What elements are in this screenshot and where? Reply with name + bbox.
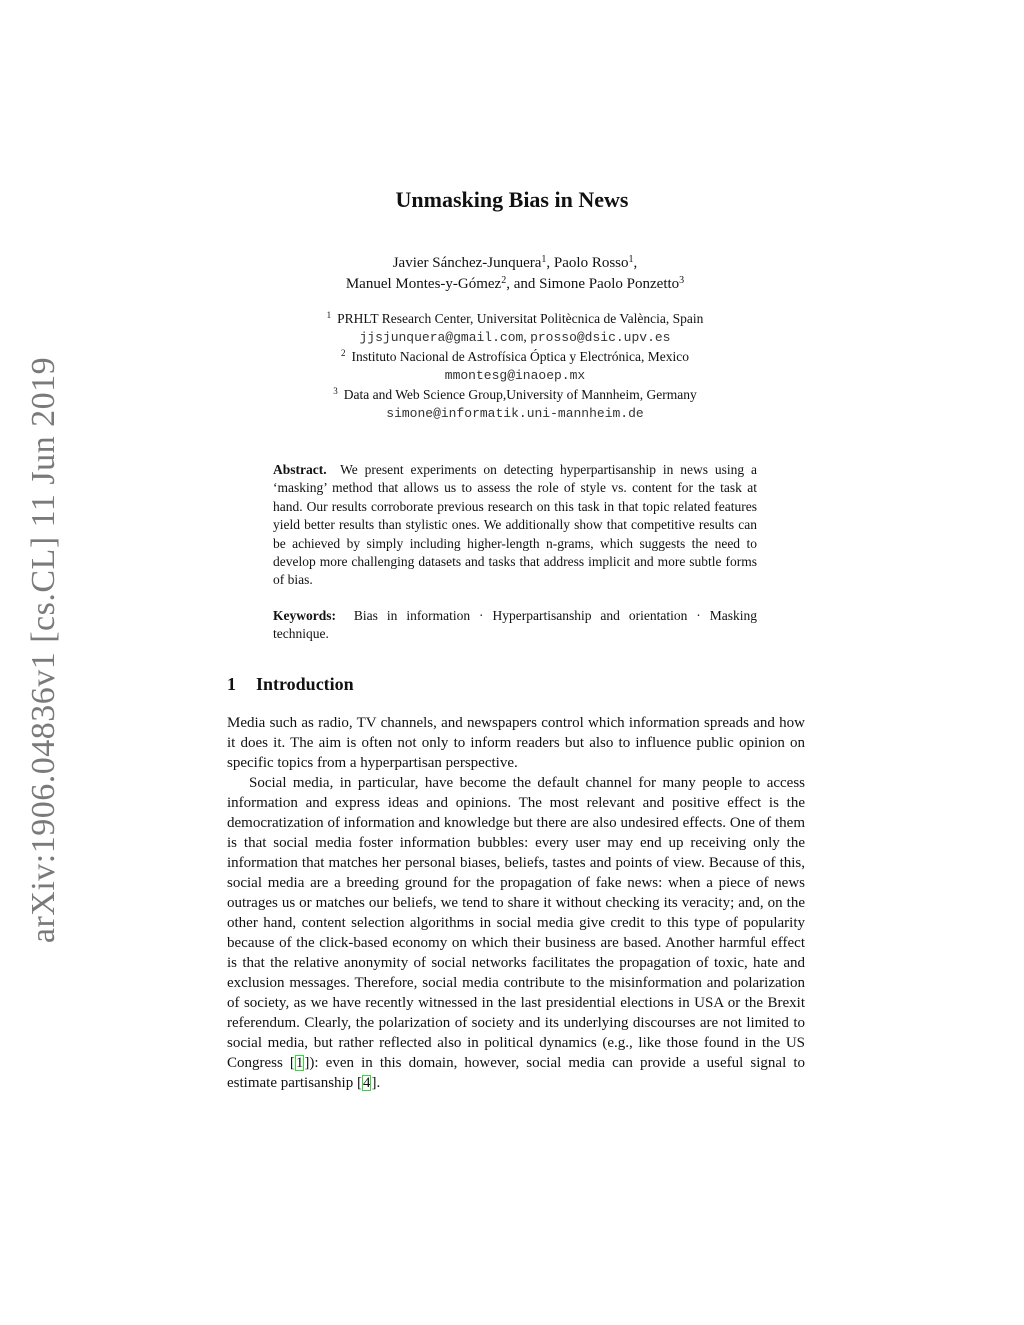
- email-link[interactable]: simone@informatik.uni-mannheim.de: [386, 406, 644, 422]
- abstract: [273, 461, 757, 590]
- section-title: Introduction: [256, 674, 354, 694]
- affiliation-marker: 1: [628, 254, 634, 265]
- keywords-label: Keywords:: [273, 608, 336, 623]
- affiliation-marker: 1: [541, 254, 547, 265]
- paragraph: Media such as radio, TV channels, and newspapers control which information spreads and how it does it. The aim is often not only to inform readers but also to influence public opinion on specific topics from a hyperpartisan perspective.: [227, 715, 805, 771]
- affiliation: [0, 348, 1024, 366]
- affiliation-name: Instituto Nacional de Astrofísica Óptica y Electrónica, Mexico: [351, 348, 689, 364]
- abstract-text: We present experiments on detecting hyperpartisanship in news using a ‘masking’ method that allows us to assess the role of style vs. content for the task at hand. Our results corroborate previous research on this task in that topic related features yield better results than stylistic ones. We additionally show that competitive results can be achieved by simply including higher-length n-grams, which suggests the need to develop more challenging datasets and tasks that address implicit and more subtle forms of bias.: [273, 462, 757, 588]
- affiliation-emails: [0, 366, 1024, 385]
- author-separator: ,: [546, 255, 554, 271]
- author-name: Simone Paolo Ponzetto: [539, 276, 680, 292]
- paper-title: Unmasking Bias in News: [395, 187, 629, 212]
- arxiv-stamp: [24, 356, 64, 944]
- paragraph: [227, 773, 805, 1093]
- affiliation: [0, 386, 1024, 404]
- author-separator: ,: [633, 255, 638, 271]
- affiliation-marker: 2: [501, 275, 507, 286]
- affiliation: [0, 310, 1024, 328]
- paragraph-text: ]): even in this domain, however, social media can provide a useful signal to estimate partisanship [: [227, 1055, 806, 1091]
- affiliation-emails: jjsjunquera@gmail.com, prosso@dsic.upv.es: [359, 329, 671, 346]
- arxiv-id: arXiv:1906.04836v1 [cs.CL] 11 Jun 2019: [25, 356, 62, 944]
- abstract-label: Abstract.: [273, 462, 327, 477]
- author-name: Manuel Montes-y-Gómez: [345, 276, 502, 292]
- section-number: 1: [227, 674, 236, 694]
- keywords-text: Bias in information · Hyperpartisanship and orientation · Masking technique.: [273, 608, 758, 642]
- affiliation-list: [0, 310, 1024, 423]
- affiliation-number: 1: [326, 310, 332, 320]
- author-name: Javier Sánchez-Junquera: [392, 255, 542, 271]
- section-body: [227, 713, 805, 1093]
- affiliation-marker: 3: [679, 275, 685, 286]
- citation-link[interactable]: 1: [295, 1055, 304, 1071]
- author-separator: , and: [506, 276, 540, 292]
- email-link[interactable]: prosso@dsic.upv.es: [530, 330, 671, 346]
- author-list: [0, 253, 1024, 295]
- paragraph-text: ].: [371, 1075, 381, 1091]
- affiliation-number: 3: [333, 385, 338, 396]
- affiliation-name: Data and Web Science Group,University of Mannheim, Germany: [343, 386, 697, 402]
- affiliation-number: 2: [341, 347, 346, 358]
- email-link[interactable]: jjsjunquera@gmail.com: [359, 330, 524, 346]
- author-name: Paolo Rosso: [553, 255, 629, 271]
- affiliation-emails: [0, 404, 1024, 423]
- affiliation-name: PRHLT Research Center, Universitat Politècnica de València, Spain: [337, 311, 704, 326]
- email-link[interactable]: mmontesg@inaoep.mx: [444, 368, 586, 384]
- paragraph-text: Social media, in particular, have become the default channel for many people to access information and express ideas and opinions. The most relevant and positive effect is the democratization of information and knowledge but there are also undesired effects. One of them is that social media foster information bubbles: every user may end up receiving only the information that matches her personal biases, beliefs, tastes and points of view. Because of this, social media are a breeding ground for the propagation of fake news: when a piece of news outrages us or matches our beliefs, we tend to share it without checking its veracity; and, on the other hand, content selection algorithms in social media give credit to this type of popularity because of the click-based economy on which their business are based. Another harmful effect is that the relative anonymity of social networks facilitates the propagation of toxic, hate and exclusion messages. Therefore, social media contribute to the misinformation and polarization of society, as we have recently witnessed in the last presidential elections in USA or the Brexit referendum. Clearly, the polarization of society and its underlying discourses are not limited to social media, but rather reflected also in political dynamics (e.g., like those found in the US Congress [: [227, 775, 805, 1071]
- citation-link[interactable]: 4: [362, 1075, 371, 1091]
- section-heading: [227, 674, 354, 695]
- keywords: [273, 607, 757, 644]
